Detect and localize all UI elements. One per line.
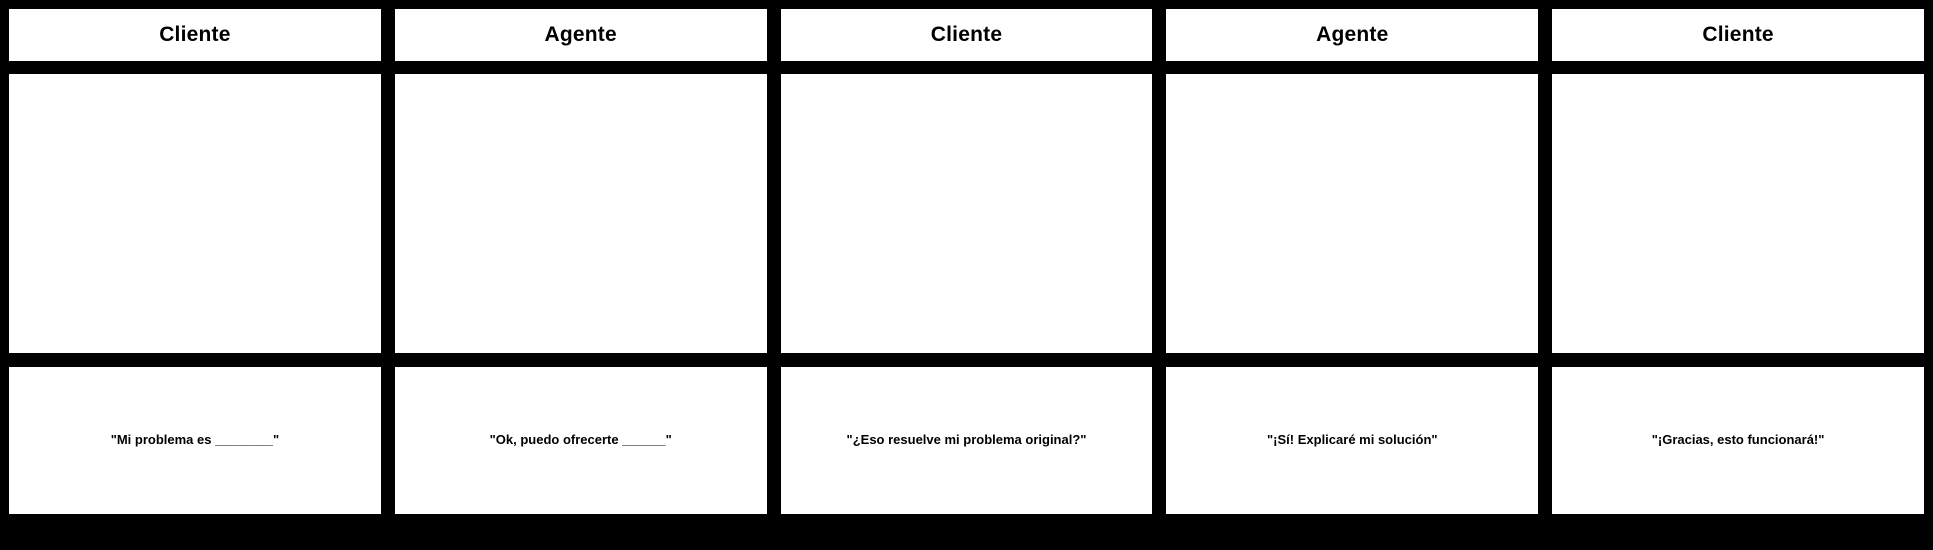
panel-art-3[interactable] bbox=[781, 74, 1153, 353]
panel-caption-1: "Mi problema es ________" bbox=[9, 367, 381, 514]
storyboard-panel-2[interactable] bbox=[395, 9, 767, 514]
panel-art-2[interactable] bbox=[395, 74, 767, 353]
storyboard-bottom-border bbox=[0, 523, 1933, 550]
storyboard-panel-5[interactable] bbox=[1552, 9, 1924, 514]
storyboard-panel-4[interactable] bbox=[1166, 9, 1538, 514]
panel-title-5: Cliente bbox=[1552, 9, 1924, 61]
panel-title-3: Cliente bbox=[781, 9, 1153, 61]
storyboard-panel-3[interactable] bbox=[781, 9, 1153, 514]
panel-caption-4: "¡Sí! Explicaré mi solución" bbox=[1166, 367, 1538, 514]
panel-caption-3: "¿Eso resuelve mi problema original?" bbox=[781, 367, 1153, 514]
storyboard-panel-1[interactable] bbox=[9, 9, 381, 514]
panel-title-2: Agente bbox=[395, 9, 767, 61]
panel-art-5[interactable] bbox=[1552, 74, 1924, 353]
panel-art-4[interactable] bbox=[1166, 74, 1538, 353]
panel-caption-5: "¡Gracias, esto funcionará!" bbox=[1552, 367, 1924, 514]
panel-caption-2: "Ok, puedo ofrecerte ______" bbox=[395, 367, 767, 514]
panel-title-1: Cliente bbox=[9, 9, 381, 61]
panel-title-4: Agente bbox=[1166, 9, 1538, 61]
panel-art-1[interactable] bbox=[9, 74, 381, 353]
